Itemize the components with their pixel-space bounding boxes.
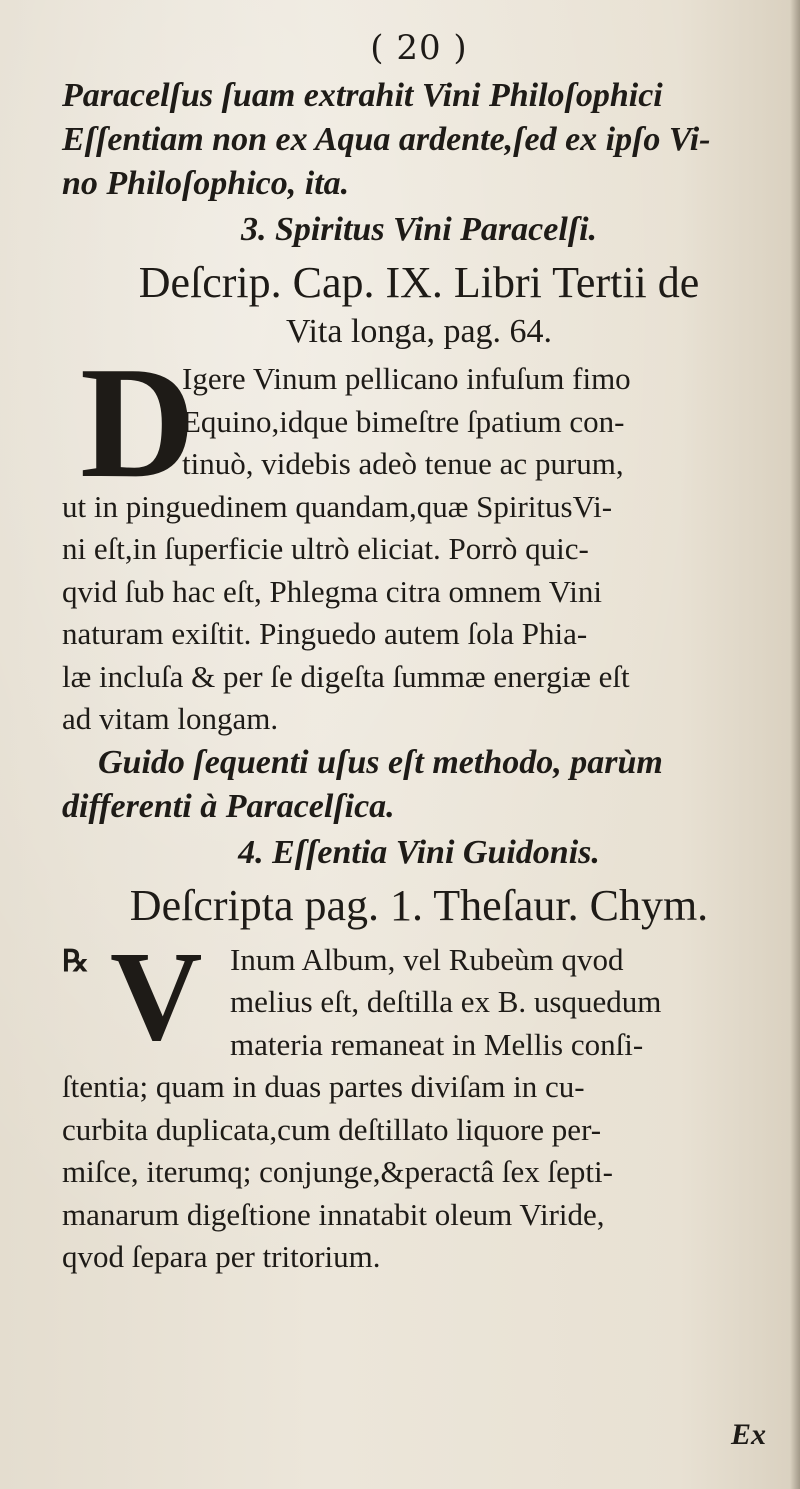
- section-4-paragraph: [62, 924, 776, 1279]
- paragraph-line: qvod ſepara per tritorium.: [62, 1239, 381, 1274]
- guido-line: differenti à Paracelſica.: [62, 787, 395, 825]
- recipe-sign: ℞: [62, 944, 89, 978]
- catchword: Ex: [730, 1418, 766, 1451]
- paragraph-line: materia remaneat in Mellis conſi-: [230, 1026, 644, 1062]
- paragraph-line: miſce, iterumq; conjunge,&peractâ ſex ſepti-: [62, 1154, 613, 1189]
- paragraph-line: curbita duplicata,cum deſtillato liquore per-: [62, 1111, 602, 1147]
- paragraph-line: ni eſt,in ſuperficie ultrò eliciat. Porrò quic-: [62, 531, 589, 566]
- section-3-paragraph: [62, 333, 776, 741]
- intro-line: Paracelſus ſuam extrahit Vini Philoſophici: [62, 77, 663, 114]
- paragraph-line: Igere Vinum pellicano infuſum fimo: [182, 361, 631, 396]
- intro-paragraph: [62, 74, 776, 206]
- paragraph-line: ut in pinguedinem quandam,quæ SpiritusVi-: [62, 488, 613, 524]
- paragraph-line: ſtentia; quam in duas partes diviſam in cu-: [62, 1069, 585, 1104]
- paragraph-line: ad vitam longam.: [62, 701, 279, 736]
- section-3-subheading: Vita longa, pag. 64.: [285, 313, 553, 350]
- paragraph-line: læ incluſa & per ſe digeſta ſummæ energiæ eſt: [62, 658, 630, 694]
- page-edge-shadow: [790, 0, 800, 1489]
- guido-line: Guido ſequenti uſus eſt methodo, parùm: [98, 743, 663, 781]
- drop-cap-letter: V: [110, 924, 203, 1067]
- section-4-title: 4. Eſſentia Vini Guidonis.: [238, 833, 600, 871]
- paragraph-line: qvid ſub hac eſt, Phlegma citra omnem Vini: [62, 573, 602, 609]
- paragraph-line: Inum Album, vel Rubeùm qvod: [230, 941, 624, 977]
- guido-paragraph: [62, 741, 776, 829]
- paragraph-line: naturam exiſtit. Pinguedo autem ſola Phia-: [62, 616, 588, 651]
- paragraph-line: tinuò, videbis adeò tenue ac purum,: [182, 446, 624, 481]
- paragraph-line: manarum digeſtione innatabit oleum Viride,: [62, 1196, 605, 1232]
- page-number: ( 20 ): [370, 28, 468, 68]
- section-3-title: 3. Spiritus Vini Paracelſi.: [240, 211, 598, 248]
- drop-cap-letter: D: [80, 333, 196, 511]
- paragraph-line: Equino,idque bimeſtre ſpatium con-: [182, 403, 625, 439]
- section-4-heading: Deſcripta pag. 1. Theſaur. Chym.: [129, 880, 709, 930]
- section-3-heading: Deſcrip. Cap. IX. Libri Tertii de: [138, 258, 700, 307]
- intro-line: no Philoſophico, ita.: [62, 165, 350, 202]
- paragraph-line: melius eſt, deſtilla ex B. usquedum: [230, 984, 662, 1019]
- intro-line: Eſſentiam non ex Aqua ardente,ſed ex ipſo Vi-: [62, 121, 711, 158]
